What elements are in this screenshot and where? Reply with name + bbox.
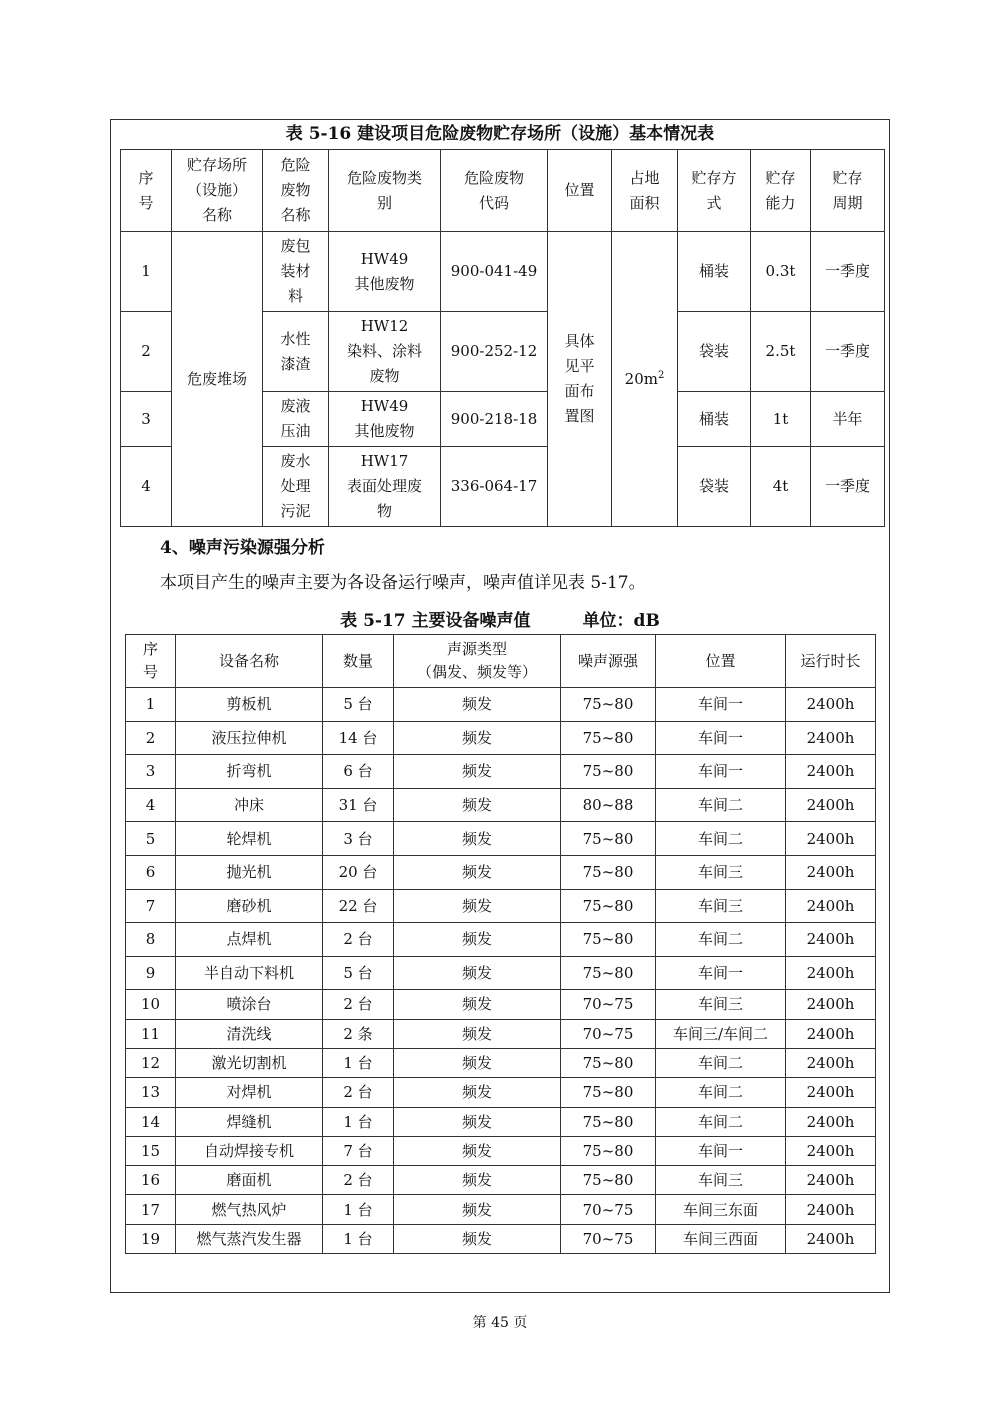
row-number: 8 (126, 923, 176, 957)
source-type: 频发 (394, 1195, 561, 1224)
table-row (126, 1224, 876, 1253)
section-heading: 4、噪声污染源强分析 (160, 538, 325, 558)
location: 车间一 (656, 721, 786, 755)
waste-category-line: 其他废物 (354, 274, 415, 293)
location: 车间一 (656, 688, 786, 722)
location: 车间三 (656, 855, 786, 889)
table-row (126, 755, 876, 789)
quantity: 1 台 (323, 1048, 394, 1077)
storage-location-line: 具体 (564, 332, 595, 350)
source-type: 频发 (394, 889, 561, 923)
table-row (126, 1195, 876, 1224)
table-516-header-cell (678, 150, 751, 232)
noise-level: 75~80 (561, 1136, 656, 1165)
quantity: 3 台 (323, 822, 394, 856)
location: 车间二 (656, 788, 786, 822)
operating-hours: 2400h (786, 889, 876, 923)
operating-hours: 2400h (786, 755, 876, 789)
source-type: 频发 (394, 822, 561, 856)
storage-method: 桶装 (678, 392, 751, 447)
noise-level: 75~80 (561, 822, 656, 856)
row-number: 7 (126, 889, 176, 923)
noise-level: 75~80 (561, 956, 656, 990)
waste-code: 900-252-12 (441, 312, 548, 392)
source-type: 频发 (394, 755, 561, 789)
row-number: 12 (126, 1048, 176, 1077)
table-517-caption (110, 609, 890, 633)
table-516-header-cell (329, 150, 441, 232)
storage-capacity: 2.5t (751, 312, 811, 392)
waste-code: 900-218-18 (441, 392, 548, 447)
operating-hours: 2400h (786, 1048, 876, 1077)
table-517-unit: 单位：dB (582, 611, 660, 631)
table-516-header-cell-line: 能力 (765, 193, 796, 212)
table-517-header-cell-line: 位置 (705, 651, 736, 670)
table-516-header-cell-line: 占地 (629, 168, 660, 187)
quantity: 2 条 (323, 1019, 394, 1048)
table-516-header-cell (121, 150, 172, 232)
quantity: 1 台 (323, 1224, 394, 1253)
table-516-header-cell-line: 贮存 (765, 168, 796, 187)
table-row (126, 1019, 876, 1048)
equipment-name: 焊缝机 (176, 1107, 323, 1136)
row-number: 15 (126, 1136, 176, 1165)
location: 车间二 (656, 1048, 786, 1077)
quantity: 2 台 (323, 923, 394, 957)
table-517-header-cell-line: 号 (142, 663, 158, 681)
source-type: 频发 (394, 1107, 561, 1136)
storage-method: 袋装 (678, 447, 751, 527)
quantity: 5 台 (323, 956, 394, 990)
table-516-header-cell-line: 贮存场所 (186, 156, 247, 174)
waste-category-line: 染料、涂料 (346, 342, 422, 360)
noise-level: 75~80 (561, 1166, 656, 1195)
waste-category-line: 废物 (369, 367, 400, 385)
noise-level: 75~80 (561, 855, 656, 889)
row-number: 11 (126, 1019, 176, 1048)
equipment-name: 对焊机 (176, 1078, 323, 1107)
row-number: 9 (126, 956, 176, 990)
quantity: 5 台 (323, 688, 394, 722)
table-517-header-cell-line: 数量 (342, 651, 373, 670)
operating-hours: 2400h (786, 1019, 876, 1048)
location: 车间二 (656, 1107, 786, 1136)
row-number: 10 (126, 990, 176, 1019)
storage-period: 一季度 (811, 447, 885, 527)
quantity: 1 台 (323, 1107, 394, 1136)
waste-code: 336-064-17 (441, 447, 548, 527)
location: 车间三 (656, 1166, 786, 1195)
table-516-header-cell-line: 周期 (832, 193, 863, 212)
operating-hours: 2400h (786, 788, 876, 822)
waste-category-line: HW49 (360, 249, 409, 268)
storage-capacity: 1t (751, 392, 811, 447)
table-516-header-cell (441, 150, 548, 232)
table-516-header-cell-line: 危险废物 (463, 168, 524, 187)
location: 车间二 (656, 822, 786, 856)
waste-category (329, 312, 441, 392)
noise-level: 75~80 (561, 688, 656, 722)
noise-level: 70~75 (561, 1195, 656, 1224)
storage-method: 桶装 (678, 232, 751, 312)
table-row (126, 788, 876, 822)
row-number: 6 (126, 855, 176, 889)
waste-category (329, 392, 441, 447)
table-516-header-cell (172, 150, 263, 232)
table-516-header-cell-line: 式 (706, 193, 722, 212)
operating-hours: 2400h (786, 1136, 876, 1165)
location: 车间二 (656, 1078, 786, 1107)
table-row (126, 1136, 876, 1165)
row-number: 19 (126, 1224, 176, 1253)
table-516-header-cell-line: 贮存 (832, 168, 863, 187)
table-516-header-cell-line: 废物 (280, 181, 311, 199)
storage-location-line: 置图 (564, 407, 595, 425)
equipment-name: 冲床 (176, 788, 323, 822)
waste-category-line: 表面处理废 (346, 477, 422, 495)
storage-period: 一季度 (811, 232, 885, 312)
equipment-name: 磨面机 (176, 1166, 323, 1195)
table-517-header-cell (786, 635, 876, 688)
location: 车间三东面 (656, 1195, 786, 1224)
storage-location-line: 见平 (564, 357, 595, 375)
table-517-title: 表 5-17 主要设备噪声值 (340, 611, 531, 631)
source-type: 频发 (394, 1166, 561, 1195)
row-number: 13 (126, 1078, 176, 1107)
source-type: 频发 (394, 1078, 561, 1107)
waste-category-line: HW49 (360, 397, 409, 415)
row-number: 16 (126, 1166, 176, 1195)
equipment-name: 液压拉伸机 (176, 721, 323, 755)
table-517-header-row (126, 635, 876, 688)
table-row (126, 1107, 876, 1136)
equipment-name: 燃气热风炉 (176, 1195, 323, 1224)
table-517-header-cell (126, 635, 176, 688)
noise-level: 75~80 (561, 1078, 656, 1107)
row-number: 1 (126, 688, 176, 722)
table-516-header-cell-line: 危险 (280, 156, 311, 174)
table-516-header-cell-line: 危险废物类 (346, 168, 422, 187)
operating-hours: 2400h (786, 1166, 876, 1195)
waste-name (263, 312, 329, 392)
noise-level: 75~80 (561, 923, 656, 957)
noise-level: 75~80 (561, 1107, 656, 1136)
waste-category-line: HW12 (360, 317, 409, 335)
noise-level: 75~80 (561, 755, 656, 789)
page-number: 第 45 页 (472, 1315, 528, 1331)
location: 车间二 (656, 923, 786, 957)
table-516-header-cell-line: 贮存方 (691, 168, 737, 187)
row-number: 1 (121, 232, 172, 312)
operating-hours: 2400h (786, 1224, 876, 1253)
operating-hours: 2400h (786, 990, 876, 1019)
equipment-name: 磨砂机 (176, 889, 323, 923)
row-number: 3 (126, 755, 176, 789)
hazardous-waste-storage-table (120, 149, 885, 527)
table-row (121, 232, 885, 312)
table-row (126, 855, 876, 889)
operating-hours: 2400h (786, 721, 876, 755)
table-516-header-cell-line: 号 (138, 193, 154, 212)
waste-code: 900-041-49 (441, 232, 548, 312)
location: 车间三西面 (656, 1224, 786, 1253)
table-517-header-cell-line: 运行时长 (800, 651, 861, 670)
table-516-header-cell-line: 序 (138, 168, 154, 187)
row-number: 4 (126, 788, 176, 822)
table-row (126, 688, 876, 722)
noise-level: 75~80 (561, 721, 656, 755)
table-517-header-cell-line: 设备名称 (218, 651, 279, 670)
equipment-noise-table (125, 634, 876, 1254)
storage-capacity: 0.3t (751, 232, 811, 312)
row-number: 2 (121, 312, 172, 392)
table-516-header-cell (263, 150, 329, 232)
source-type: 频发 (394, 956, 561, 990)
table-row (126, 990, 876, 1019)
operating-hours: 2400h (786, 1195, 876, 1224)
table-517-header-cell (394, 635, 561, 688)
operating-hours: 2400h (786, 1078, 876, 1107)
equipment-name: 喷涂台 (176, 990, 323, 1019)
noise-level: 70~75 (561, 1019, 656, 1048)
row-number: 2 (126, 721, 176, 755)
operating-hours: 2400h (786, 923, 876, 957)
storage-location (548, 232, 612, 527)
table-516-header-cell-line: 名称 (201, 206, 232, 224)
row-number: 5 (126, 822, 176, 856)
waste-name (263, 232, 329, 312)
waste-name (263, 392, 329, 447)
table-516-header-cell-line: 位置 (564, 181, 595, 199)
waste-name-line: 废包 (280, 237, 311, 255)
table-516-header-cell-line: 名称 (280, 206, 311, 224)
source-type: 频发 (394, 788, 561, 822)
source-type: 频发 (394, 721, 561, 755)
quantity: 22 台 (323, 889, 394, 923)
table-517-header-cell (176, 635, 323, 688)
waste-name-line: 装材 (280, 262, 311, 280)
operating-hours: 2400h (786, 688, 876, 722)
storage-area (612, 232, 678, 527)
operating-hours: 2400h (786, 956, 876, 990)
storage-capacity: 4t (751, 447, 811, 527)
table-row (126, 721, 876, 755)
source-type: 频发 (394, 1224, 561, 1253)
equipment-name: 自动焊接专机 (176, 1136, 323, 1165)
table-row (126, 1048, 876, 1077)
table-516-header-cell-line: 面积 (629, 193, 660, 212)
waste-category-line: 物 (376, 502, 392, 520)
table-517-header-cell (561, 635, 656, 688)
table-517-header-cell-line: 声源类型 (446, 640, 507, 658)
table-516-header-cell-line: （设施） (186, 181, 247, 199)
table-516-header-cell-line: 别 (376, 193, 392, 212)
operating-hours: 2400h (786, 822, 876, 856)
equipment-name: 燃气蒸汽发生器 (176, 1224, 323, 1253)
quantity: 31 台 (323, 788, 394, 822)
quantity: 20 台 (323, 855, 394, 889)
waste-name-line: 废水 (280, 452, 311, 470)
waste-name-line: 废液 (280, 397, 311, 415)
operating-hours: 2400h (786, 1107, 876, 1136)
equipment-name: 点焊机 (176, 923, 323, 957)
table-516-header-cell-line: 代码 (478, 193, 509, 212)
equipment-name: 剪板机 (176, 688, 323, 722)
storage-location-line: 面布 (564, 382, 595, 400)
table-517-header-cell-line: 噪声源强 (577, 651, 638, 670)
row-number: 17 (126, 1195, 176, 1224)
equipment-name: 折弯机 (176, 755, 323, 789)
source-type: 频发 (394, 1048, 561, 1077)
table-517-header-cell-line: 序 (142, 640, 158, 658)
quantity: 2 台 (323, 1078, 394, 1107)
source-type: 频发 (394, 990, 561, 1019)
noise-level: 75~80 (561, 1048, 656, 1077)
source-type: 频发 (394, 855, 561, 889)
equipment-name: 半自动下料机 (176, 956, 323, 990)
storage-period: 一季度 (811, 312, 885, 392)
area-value: 20m (624, 369, 658, 388)
noise-level: 70~75 (561, 1224, 656, 1253)
waste-category-line: HW17 (360, 452, 409, 470)
waste-name-line: 压油 (280, 422, 311, 440)
table-row (126, 923, 876, 957)
equipment-name: 抛光机 (176, 855, 323, 889)
source-type: 频发 (394, 923, 561, 957)
waste-name-line: 污泥 (280, 502, 311, 520)
waste-category (329, 447, 441, 527)
storage-facility-name: 危废堆场 (172, 232, 263, 527)
location: 车间一 (656, 755, 786, 789)
table-516-title: 表 5-16 建设项目危险废物贮存场所（设施）基本情况表 (285, 124, 715, 144)
table-517-header-cell-line: （偶发、频发等） (416, 663, 537, 681)
quantity: 14 台 (323, 721, 394, 755)
table-516-header-cell (811, 150, 885, 232)
table-row (126, 889, 876, 923)
location: 车间三 (656, 889, 786, 923)
location: 车间一 (656, 1136, 786, 1165)
quantity: 6 台 (323, 755, 394, 789)
waste-name-line: 处理 (280, 477, 311, 495)
row-number: 4 (121, 447, 172, 527)
waste-category (329, 232, 441, 312)
table-516-header-row (121, 150, 885, 232)
location: 车间三 (656, 990, 786, 1019)
location: 车间三/车间二 (656, 1019, 786, 1048)
noise-level: 70~75 (561, 990, 656, 1019)
table-row (126, 1166, 876, 1195)
equipment-name: 激光切割机 (176, 1048, 323, 1077)
source-type: 频发 (394, 1019, 561, 1048)
location: 车间一 (656, 956, 786, 990)
area-exponent: 2 (657, 369, 665, 381)
waste-name-line: 料 (287, 287, 303, 305)
waste-name-line: 水性 (280, 329, 311, 348)
source-type: 频发 (394, 688, 561, 722)
table-516-header-cell (612, 150, 678, 232)
table-516-header-cell (751, 150, 811, 232)
waste-name (263, 447, 329, 527)
quantity: 1 台 (323, 1195, 394, 1224)
quantity: 7 台 (323, 1136, 394, 1165)
table-row (126, 822, 876, 856)
operating-hours: 2400h (786, 855, 876, 889)
noise-level: 75~80 (561, 889, 656, 923)
waste-name-line: 漆渣 (280, 354, 311, 373)
row-number: 14 (126, 1107, 176, 1136)
quantity: 2 台 (323, 990, 394, 1019)
equipment-name: 轮焊机 (176, 822, 323, 856)
intro-paragraph: 本项目产生的噪声主要为各设备运行噪声，噪声值详见表 5-17。 (160, 573, 646, 593)
storage-method: 袋装 (678, 312, 751, 392)
table-row (126, 956, 876, 990)
noise-level: 80~88 (561, 788, 656, 822)
waste-category-line: 其他废物 (354, 422, 415, 440)
table-row (126, 1078, 876, 1107)
equipment-name: 清洗线 (176, 1019, 323, 1048)
storage-period: 半年 (811, 392, 885, 447)
table-516-header-cell (548, 150, 612, 232)
row-number: 3 (121, 392, 172, 447)
table-517-header-cell (323, 635, 394, 688)
source-type: 频发 (394, 1136, 561, 1165)
table-517-header-cell (656, 635, 786, 688)
quantity: 2 台 (323, 1166, 394, 1195)
